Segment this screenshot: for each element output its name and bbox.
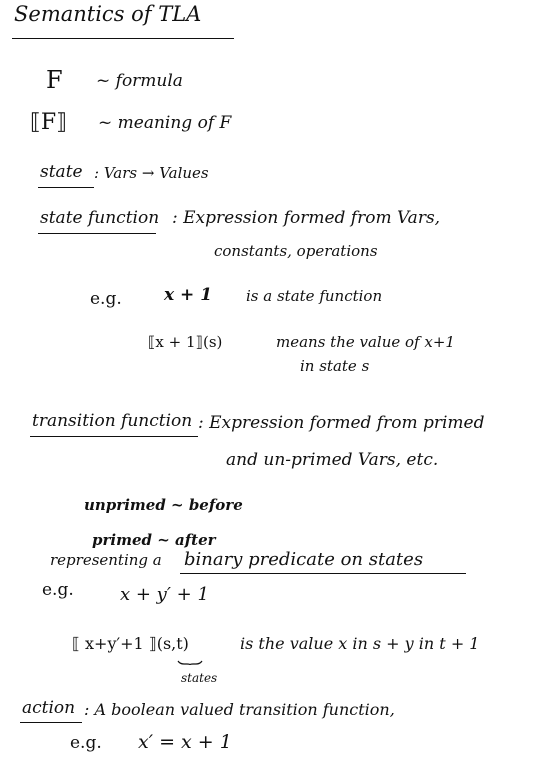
state-term: state xyxy=(40,162,83,182)
representing-emphasis: binary predicate on states xyxy=(184,549,424,570)
transition-function-def-line2: and un-primed Vars, etc. xyxy=(226,450,439,470)
state-def: : Vars → Values xyxy=(94,164,209,182)
transition-function-term: transition function xyxy=(32,411,193,431)
state-underline xyxy=(38,187,94,188)
states-brace xyxy=(177,660,203,665)
action-underline xyxy=(20,722,82,723)
state-function-underline xyxy=(38,233,156,234)
representing-prefix: representing a xyxy=(50,551,162,569)
state-function-def-line1: : Expression formed from Vars, xyxy=(172,208,441,228)
action-eg-label: e.g. xyxy=(70,733,102,753)
states-label: states xyxy=(181,671,218,685)
unprimed-before: unprimed ~ before xyxy=(84,496,243,514)
action-term: action xyxy=(22,698,76,718)
transition-function-underline xyxy=(30,436,198,437)
title-underline xyxy=(12,38,234,39)
transition-function-eg-expr: x + y′ + 1 xyxy=(120,584,209,605)
state-function-eg-label: e.g. xyxy=(90,289,122,309)
transition-function-eg-label: e.g. xyxy=(42,580,74,600)
representing-underline xyxy=(180,573,466,574)
meaning-symbol: ⟦F⟧ xyxy=(30,110,68,135)
action-def: : A boolean valued transition function, xyxy=(84,700,395,719)
page-title: Semantics of TLA xyxy=(14,2,202,26)
state-function-eg-expr: x + 1 xyxy=(164,285,213,305)
state-function-eval-expr: ⟦x + 1⟧(s) xyxy=(148,333,223,351)
state-function-term: state function xyxy=(40,208,160,228)
action-eg-expr: x′ = x + 1 xyxy=(138,731,232,753)
transition-function-def-line1: : Expression formed from primed xyxy=(198,413,485,433)
primed-after: primed ~ after xyxy=(92,531,216,549)
state-function-def-line2: constants, operations xyxy=(214,242,378,260)
formula-desc: ~ formula xyxy=(96,71,183,91)
transition-function-eval-text: is the value x in s + y in t + 1 xyxy=(240,634,480,653)
state-function-eval-line2: in state s xyxy=(300,357,370,375)
meaning-desc: ~ meaning of F xyxy=(98,113,232,133)
transition-function-eval-expr: ⟦ x+y′+1 ⟧(s,t) xyxy=(72,634,189,653)
formula-symbol: F xyxy=(46,66,63,94)
state-function-eg-text: is a state function xyxy=(246,287,383,305)
state-function-eval-line1: means the value of x+1 xyxy=(276,333,455,351)
